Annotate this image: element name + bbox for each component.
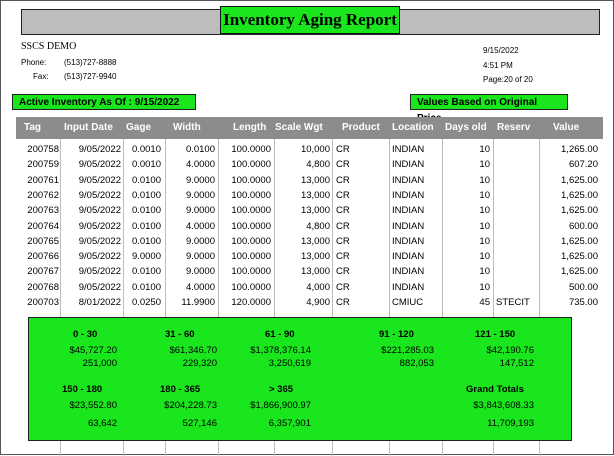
cell-input-date: 9/05/2022 bbox=[78, 266, 121, 278]
phone-label: Phone: bbox=[21, 58, 47, 67]
cell-gage: 0.0100 bbox=[131, 189, 161, 201]
cell-scale-wgt: 13,000 bbox=[300, 266, 330, 278]
cell-tag: 200765 bbox=[27, 235, 59, 247]
column-header-gage: Gage bbox=[126, 122, 152, 133]
cell-length: 100.0000 bbox=[231, 266, 271, 278]
table-row bbox=[1, 203, 614, 218]
cell-days-old: 10 bbox=[479, 235, 490, 247]
report-time: 4:51 PM bbox=[483, 61, 513, 70]
cell-length: 100.0000 bbox=[231, 144, 271, 155]
cell-width: 9.0000 bbox=[185, 205, 215, 217]
cell-value: 600.00 bbox=[568, 220, 598, 232]
cell-product: CR bbox=[336, 281, 350, 293]
cell-length: 100.0000 bbox=[231, 205, 271, 217]
cell-location: INDIAN bbox=[392, 174, 425, 186]
active-inventory-banner: Active Inventory As Of : 9/15/2022 bbox=[12, 94, 196, 110]
table-row bbox=[1, 157, 614, 172]
bucket-label: 121 - 150 bbox=[475, 329, 516, 340]
cell-location: INDIAN bbox=[392, 251, 425, 263]
cell-scale-wgt: 13,000 bbox=[300, 205, 330, 217]
bucket-value: $1,378,376.14 bbox=[250, 345, 311, 356]
table-row bbox=[1, 280, 614, 295]
column-header-reserv: Reserv bbox=[497, 122, 531, 133]
cell-gage: 0.0010 bbox=[131, 144, 161, 155]
phone-number: (513)727-8888 bbox=[64, 58, 117, 67]
company-name: SSCS DEMO bbox=[21, 41, 77, 52]
table-row bbox=[1, 142, 614, 157]
bucket-weight: 147,512 bbox=[499, 358, 534, 369]
cell-value: 1,625.00 bbox=[561, 266, 598, 278]
cell-length: 100.0000 bbox=[231, 220, 271, 232]
cell-value: 1,625.00 bbox=[561, 235, 598, 247]
bucket-value: $23,552.80 bbox=[69, 400, 117, 411]
cell-product: CR bbox=[336, 220, 350, 232]
cell-days-old: 10 bbox=[479, 281, 490, 293]
cell-scale-wgt: 4,000 bbox=[306, 281, 330, 293]
grand-total-value: $3,843,608.33 bbox=[473, 400, 534, 411]
cell-location: CMIUC bbox=[392, 297, 424, 308]
cell-tag: 200766 bbox=[27, 251, 59, 263]
cell-value: 1,625.00 bbox=[561, 174, 598, 186]
cell-length: 100.0000 bbox=[231, 281, 271, 293]
cell-tag: 200767 bbox=[27, 266, 59, 278]
column-header-width: Width bbox=[173, 122, 201, 133]
cell-gage: 0.0100 bbox=[131, 266, 161, 278]
cell-input-date: 9/05/2022 bbox=[78, 281, 121, 293]
cell-length: 100.0000 bbox=[231, 189, 271, 201]
bucket-label: 0 - 30 bbox=[73, 329, 98, 340]
cell-width: 9.0000 bbox=[185, 266, 215, 278]
bucket-value: $45,727.20 bbox=[69, 345, 117, 356]
cell-scale-wgt: 13,000 bbox=[300, 174, 330, 186]
column-header-value: Value bbox=[553, 122, 580, 133]
cell-days-old: 45 bbox=[479, 297, 490, 308]
cell-scale-wgt: 10,000 bbox=[300, 144, 330, 155]
bucket-label: 61 - 90 bbox=[265, 329, 295, 340]
cell-scale-wgt: 13,000 bbox=[300, 189, 330, 201]
cell-input-date: 9/05/2022 bbox=[78, 144, 121, 155]
bucket-label: > 365 bbox=[269, 384, 294, 395]
cell-input-date: 9/05/2022 bbox=[78, 205, 121, 217]
cell-gage: 0.0100 bbox=[131, 174, 161, 186]
bucket-weight: 3,250,619 bbox=[268, 358, 311, 369]
cell-width: 9.0000 bbox=[185, 174, 215, 186]
cell-input-date: 9/05/2022 bbox=[78, 174, 121, 186]
cell-value: 1,625.00 bbox=[561, 251, 598, 263]
cell-gage: 0.0100 bbox=[131, 220, 161, 232]
cell-width: 4.0000 bbox=[185, 220, 215, 232]
cell-input-date: 9/05/2022 bbox=[78, 159, 121, 171]
cell-location: INDIAN bbox=[392, 266, 425, 278]
table-row bbox=[1, 219, 614, 234]
column-header-location: Location bbox=[392, 122, 434, 133]
cell-tag: 200703 bbox=[27, 297, 59, 308]
cell-location: INDIAN bbox=[392, 159, 425, 171]
cell-product: CR bbox=[336, 189, 350, 201]
cell-input-date: 9/05/2022 bbox=[78, 251, 121, 263]
bucket-value: $221,285.03 bbox=[381, 345, 434, 356]
table-row bbox=[1, 295, 614, 310]
column-header-length: Length bbox=[233, 122, 267, 133]
cell-location: INDIAN bbox=[392, 144, 425, 155]
bucket-value: $42,190.76 bbox=[486, 345, 534, 356]
cell-width: 9.0000 bbox=[185, 235, 215, 247]
values-basis-banner: Values Based on Original bbox=[410, 94, 568, 110]
cell-value: 1,265.00 bbox=[561, 144, 598, 155]
cell-length: 100.0000 bbox=[231, 235, 271, 247]
cell-days-old: 10 bbox=[479, 205, 490, 217]
bucket-label: 91 - 120 bbox=[379, 329, 414, 340]
cell-value: 1,625.00 bbox=[561, 205, 598, 217]
cell-days-old: 10 bbox=[479, 144, 490, 155]
report-title: Inventory Aging Report bbox=[220, 6, 400, 34]
cell-scale-wgt: 13,000 bbox=[300, 235, 330, 247]
cell-days-old: 10 bbox=[479, 159, 490, 171]
bucket-weight: 6,357,901 bbox=[268, 418, 311, 429]
cell-gage: 0.0100 bbox=[131, 281, 161, 293]
cell-product: CR bbox=[336, 159, 350, 171]
cell-value: 735.00 bbox=[568, 297, 598, 308]
grand-totals-label: Grand Totals bbox=[466, 384, 524, 395]
cell-tag: 200761 bbox=[27, 174, 59, 186]
page-number: Page:20 of 20 bbox=[483, 75, 533, 84]
table-header bbox=[16, 117, 603, 139]
cell-gage: 0.0250 bbox=[131, 297, 161, 308]
cell-length: 100.0000 bbox=[231, 251, 271, 263]
table-row bbox=[1, 249, 614, 264]
table-row bbox=[1, 264, 614, 279]
cell-gage: 9.0000 bbox=[131, 251, 161, 263]
cell-width: 0.0100 bbox=[185, 144, 215, 155]
bucket-weight: 882,053 bbox=[399, 358, 434, 369]
cell-width: 4.0000 bbox=[185, 281, 215, 293]
cell-location: INDIAN bbox=[392, 220, 425, 232]
cell-days-old: 10 bbox=[479, 266, 490, 278]
cell-tag: 200758 bbox=[27, 144, 59, 155]
cell-length: 100.0000 bbox=[231, 174, 271, 186]
cell-tag: 200759 bbox=[27, 159, 59, 171]
cell-location: INDIAN bbox=[392, 281, 425, 293]
cell-days-old: 10 bbox=[479, 174, 490, 186]
cell-reserv: STECIT bbox=[496, 297, 530, 308]
column-header-scale-wgt: Scale Wgt bbox=[275, 122, 323, 133]
bucket-weight: 251,000 bbox=[82, 358, 117, 369]
bucket-value: $204,228.73 bbox=[164, 400, 217, 411]
cell-days-old: 10 bbox=[479, 189, 490, 201]
cell-location: INDIAN bbox=[392, 235, 425, 247]
column-header-days-old: Days old bbox=[445, 122, 487, 133]
report-date: 9/15/2022 bbox=[483, 46, 519, 55]
table-row bbox=[1, 188, 614, 203]
bucket-weight: 63,642 bbox=[87, 418, 117, 429]
cell-days-old: 10 bbox=[479, 220, 490, 232]
cell-product: CR bbox=[336, 235, 350, 247]
cell-input-date: 9/05/2022 bbox=[78, 220, 121, 232]
cell-input-date: 9/05/2022 bbox=[78, 189, 121, 201]
bucket-value: $1,866,900.97 bbox=[250, 400, 311, 411]
cell-gage: 0.0010 bbox=[131, 159, 161, 171]
cell-tag: 200768 bbox=[27, 281, 59, 293]
cell-tag: 200764 bbox=[27, 220, 59, 232]
cell-input-date: 8/01/2022 bbox=[78, 297, 121, 308]
cell-scale-wgt: 4,800 bbox=[306, 159, 330, 171]
cell-gage: 0.0100 bbox=[131, 205, 161, 217]
cell-width: 9.0000 bbox=[185, 189, 215, 201]
cell-product: CR bbox=[336, 266, 350, 278]
table-row bbox=[1, 234, 614, 249]
cell-gage: 0.0100 bbox=[131, 235, 161, 247]
cell-width: 9.0000 bbox=[185, 251, 215, 263]
cell-value: 500.00 bbox=[568, 281, 598, 293]
bucket-weight: 527,146 bbox=[182, 418, 217, 429]
cell-days-old: 10 bbox=[479, 251, 490, 263]
cell-location: INDIAN bbox=[392, 189, 425, 201]
fax-number: (513)727-9940 bbox=[64, 72, 117, 81]
cell-scale-wgt: 4,900 bbox=[306, 297, 330, 308]
cell-input-date: 9/05/2022 bbox=[78, 235, 121, 247]
bucket-label: 180 - 365 bbox=[160, 384, 201, 395]
cell-scale-wgt: 4,800 bbox=[306, 220, 330, 232]
bucket-label: 31 - 60 bbox=[165, 329, 195, 340]
cell-value: 1,625.00 bbox=[561, 189, 598, 201]
column-header-input-date: Input Date bbox=[64, 122, 113, 133]
cell-product: CR bbox=[336, 297, 350, 308]
cell-product: CR bbox=[336, 174, 350, 186]
bucket-label: 150 - 180 bbox=[62, 384, 103, 395]
grand-total-weight: 11,709,193 bbox=[487, 418, 534, 429]
column-header-tag: Tag bbox=[24, 122, 42, 133]
aging-summary bbox=[28, 317, 572, 441]
cell-location: INDIAN bbox=[392, 205, 425, 217]
bucket-value: $61,346.70 bbox=[169, 345, 217, 356]
cell-tag: 200762 bbox=[27, 189, 59, 201]
cell-product: CR bbox=[336, 205, 350, 217]
cell-length: 100.0000 bbox=[231, 159, 271, 171]
cell-length: 120.0000 bbox=[231, 297, 271, 308]
fax-label: Fax: bbox=[33, 72, 49, 81]
cell-tag: 200763 bbox=[27, 205, 59, 217]
cell-scale-wgt: 13,000 bbox=[300, 251, 330, 263]
bucket-weight: 229,320 bbox=[182, 358, 217, 369]
cell-width: 4.0000 bbox=[185, 159, 215, 171]
cell-width: 11.9900 bbox=[181, 297, 215, 308]
cell-product: CR bbox=[336, 251, 350, 263]
cell-product: CR bbox=[336, 144, 350, 155]
table-row bbox=[1, 173, 614, 188]
column-header-product: Product bbox=[342, 122, 380, 133]
cell-value: 607.20 bbox=[568, 159, 598, 171]
